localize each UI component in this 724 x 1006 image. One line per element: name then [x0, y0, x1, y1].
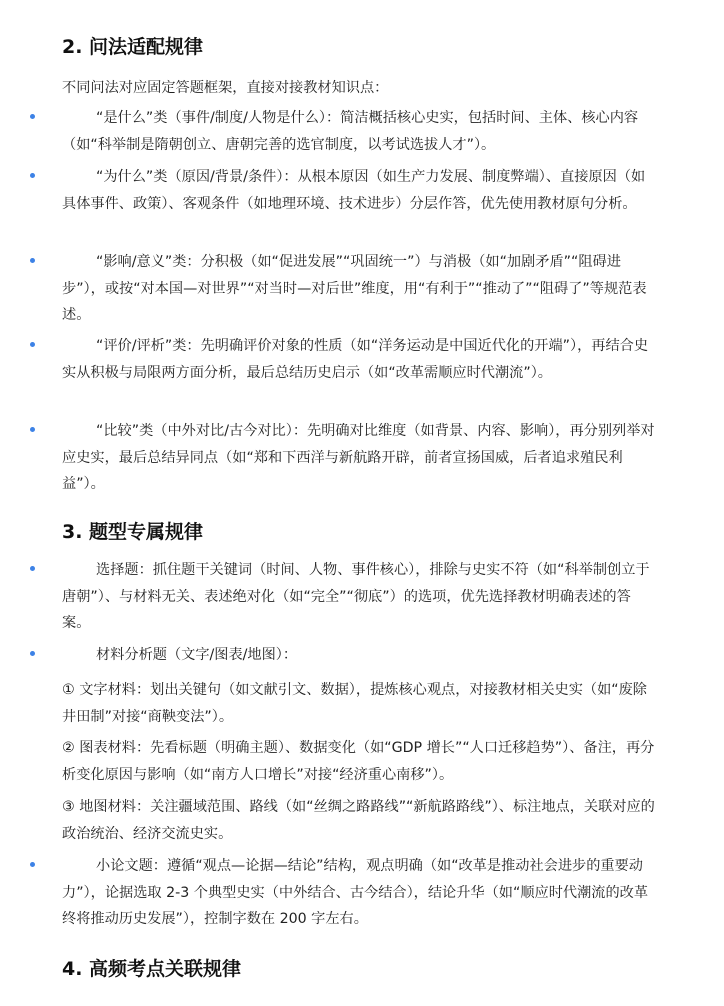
list-item-text: “比较”类（中外对比/古今对比）：先明确对比维度（如背景、内容、影响），再分别列举对应史实，最后总结异同点（如“郑和下西洋与新航路开辟，前者宣扬国威，后者追求殖民利益”）。 [62, 423, 655, 492]
bullet-dot-icon [28, 249, 62, 276]
bullet-dot-icon [28, 164, 62, 191]
list-item-text: “评价/评析”类：先明确评价对象的性质（如“洋务运动是中国近代化的开端”），再结合史实从积极与局限两方面分析，最后总结历史启示（如“改革需顺应时代潮流”）。 [62, 338, 649, 381]
material-item-map: ③ 地图材料：关注疆域范围、路线（如“丝绸之路路线”“新航路路线”）、标注地点，关联对应的政治统治、经济交流史实。 [62, 799, 655, 842]
list-item [62, 105, 658, 158]
list-item-text: “是什么”类（事件/制度/人物是什么）：简洁概括核心史实，包括时间、主体、核心内容（如“科举制是隋朝创立、唐朝完善的选官制度，以考试选拔人才”）。 [62, 110, 639, 153]
list-item-text: 材料分析题（文字/图表/地图）： [96, 647, 298, 663]
bullet-dot-icon [28, 333, 62, 360]
section-2-intro: 不同问法对应固定答题框架，直接对接教材知识点： [62, 80, 389, 96]
bullet-dot-icon [28, 418, 62, 445]
list-item [62, 853, 658, 933]
list-item-text: “为什么”类（原因/背景/条件）：从根本原因（如生产力发展、制度弊端）、直接原因（如具体事件、政策）、客观条件（如地理环境、技术进步）分层作答，优先使用教材原句分析。 [62, 169, 646, 212]
list-item [62, 642, 658, 669]
list-item [62, 249, 658, 329]
section-4-title: 4. 高频考点关联规律 [62, 958, 242, 980]
material-item-text: ① 文字材料：划出关键句（如文献引文、数据），提炼核心观点，对接教材相关史实（如“废除井田制”对接“商鞅变法”）。 [62, 682, 647, 725]
bullet-dot-icon [28, 557, 62, 584]
material-item-chart: ② 图表材料：先看标题（明确主题）、数据变化（如“GDP 增长”“人口迁移趋势”）、备注，再分析变化原因与影响（如“南方人口增长”对接“经济重心南移”）。 [62, 740, 655, 783]
list-item-text: 小论文题：遵循“观点—论据—结论”结构，观点明确（如“改革是推动社会进步的重要动力”），论据选取 2-3 个典型史实（中外结合、古今结合），结论升华（如“顺应时代潮流的改革终将推动历史发展”），控制字数在 200 字左右。 [62, 858, 649, 927]
bullet-dot-icon [28, 642, 62, 669]
list-item [62, 164, 658, 217]
section-2-title: 2. 问法适配规律 [62, 36, 204, 58]
list-item-text: 选择题：抓住题干关键词（时间、人物、事件核心），排除与史实不符（如“科举制创立于唐朝”）、与材料无关、表述绝对化（如“完全”“彻底”）的选项，优先选择教材明确表述的答案。 [62, 562, 650, 631]
bullet-dot-icon [28, 853, 62, 880]
bullet-dot-icon [28, 105, 62, 132]
list-item [62, 418, 658, 498]
list-item-text: “影响/意义”类：分积极（如“促进发展”“巩固统一”）与消极（如“加剧矛盾”“阻碍进步”），或按“对本国—对世界”“对当时—对后世”维度，用“有利于”“推动了”“阻碍了”等规范表述。 [62, 254, 647, 323]
list-item [62, 333, 658, 386]
section-3-title: 3. 题型专属规律 [62, 521, 204, 543]
list-item [62, 557, 658, 637]
